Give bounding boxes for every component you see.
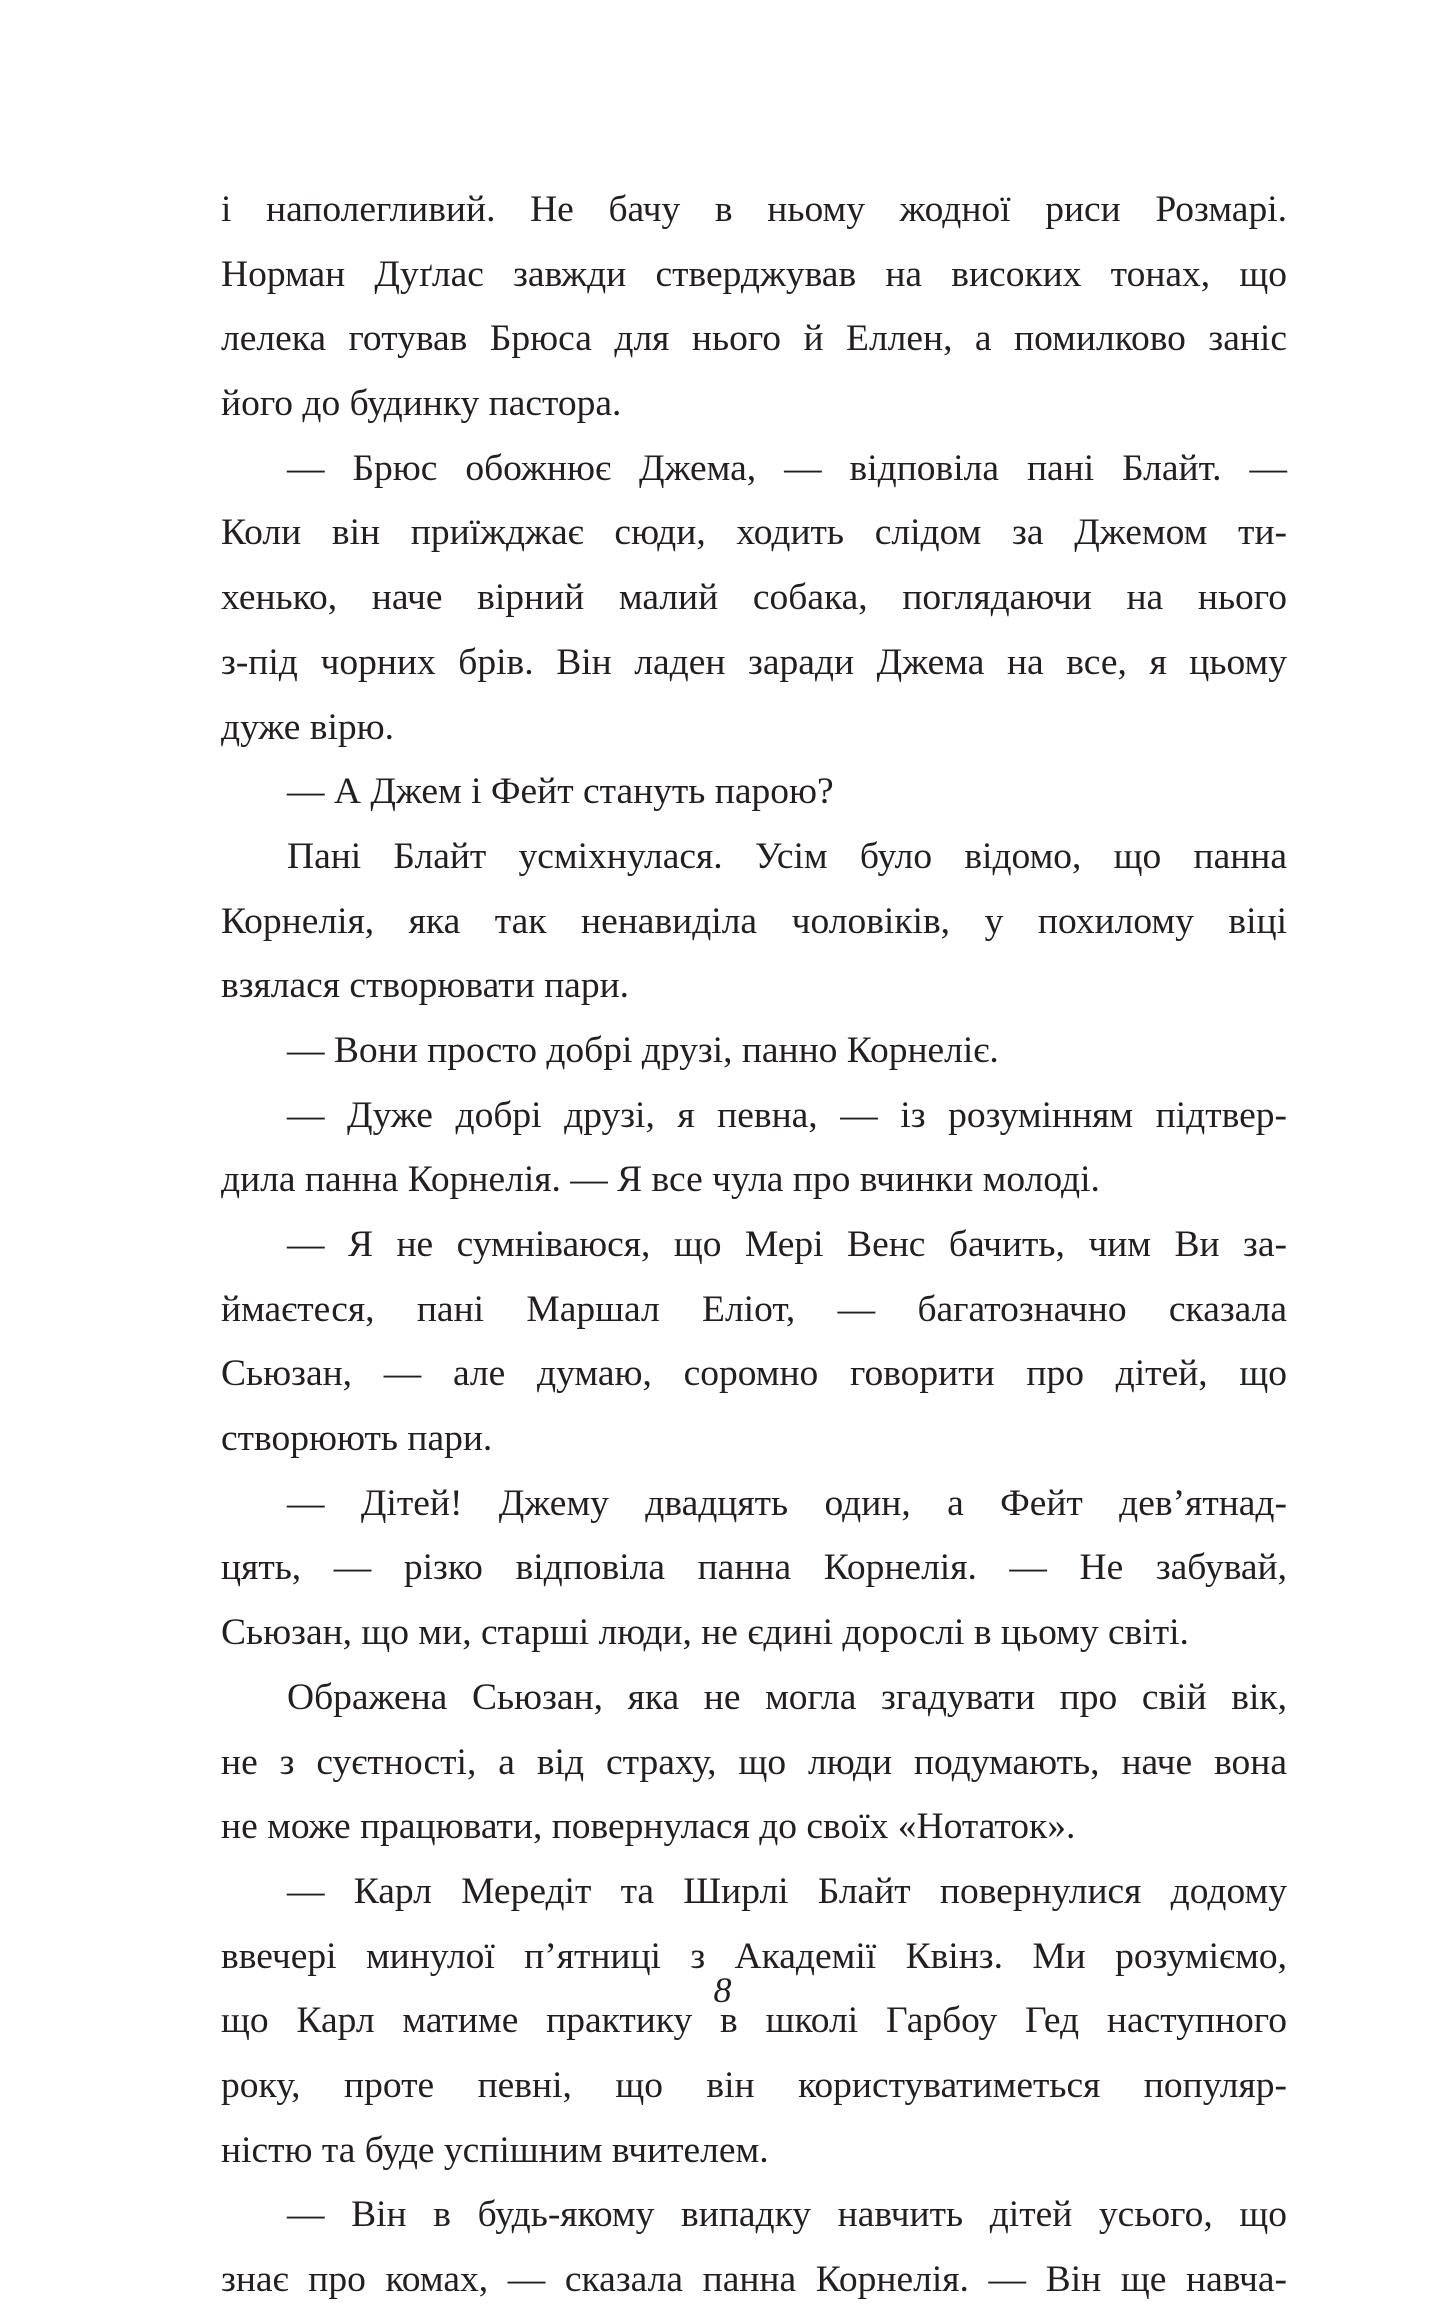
text-line: взялася створювати пари. [221,965,630,1007]
text-line: не може працювати, повернулася до своїх «Нотаток». [221,1806,1076,1848]
text-line: — Дітей! Джему двадцять один, а Фейт дев’ятнад- [287,1482,1287,1524]
text-line: Коли він приїжджає сюди, ходить слідом за Джемом ти- [221,512,1287,554]
text-line: що Карл матиме практику в школі Гарбоу Гед наступного [221,2000,1287,2042]
text-line: хенько, наче вірний малий собака, поглядаючи на нього [221,577,1287,619]
text-line: Ображена Сьюзан, яка не могла згадувати про свій вік, [287,1676,1287,1718]
text-line: дила панна Корнелія. — Я все чула про вчинки молоді. [221,1159,1100,1201]
text-line: дуже вірю. [221,706,395,748]
text-line: — Дуже добрі друзі, я певна, — із розумінням підтвер- [287,1094,1287,1136]
text-line: — Я не сумніваюся, що Мері Венс бачить, чим Ви за- [287,1224,1287,1265]
text-line: ністю та буде успішним вчителем. [221,2129,769,2171]
text-line: Корнелія, яка так ненавиділа чоловіків, у похилому віці [221,900,1287,942]
text-line: ймаєтеся, пані Маршал Еліот, — багатозначно сказала [221,1288,1287,1330]
text-line: — А Джем і Фейт стануть парою? [287,771,834,813]
text-line: Пані Блайт усміхнулася. Усім було відомо, що панна [287,835,1287,877]
page-number: 8 [713,1970,732,2010]
text-line: створюють пари. [221,1418,493,1460]
text-line: — Вони просто добрі друзі, панно Корнеліє. [287,1029,999,1071]
text-line: Сьюзан, — але думаю, соромно говорити про дітей, що [221,1353,1287,1395]
text-line: цять, — різко відповіла панна Корнелія. — Не забувай, [221,1547,1287,1589]
text-line: — Він в будь-якому випадку навчить дітей усього, що [287,2194,1287,2236]
text-line: — Карл Мередіт та Ширлі Блайт повернулися додому [287,1870,1287,1912]
text-line: лелека готував Брюса для нього й Еллен, а помилково заніс [221,318,1287,360]
text-line: не з суєтності, а від страху, що люди подумають, наче вона [221,1741,1287,1783]
text-line: ввечері минулої п’ятниці з Академії Квінз. Ми розуміємо, [221,1935,1287,1977]
text-line: Норман Дуґлас завжди стверджував на високих тонах, що [221,253,1287,295]
text-line: року, проте певні, що він користуватиметься популяр- [221,2064,1287,2106]
text-line: з-під чорних брів. Він ладен заради Джема на все, я цьому [221,641,1287,683]
text-line: знає про комах, — сказала панна Корнелія. — Він ще навча- [221,2259,1287,2300]
text-line: і наполегливий. Не бачу в ньому жодної риси Розмарі. [221,189,1287,230]
text-line: Сьюзан, що ми, старші люди, не єдині дорослі в цьому світі. [221,1612,1189,1654]
text-line: його до будинку пастора. [221,383,622,425]
text-line: — Брюс обожнює Джема, — відповіла пані Блайт. — [287,447,1287,489]
